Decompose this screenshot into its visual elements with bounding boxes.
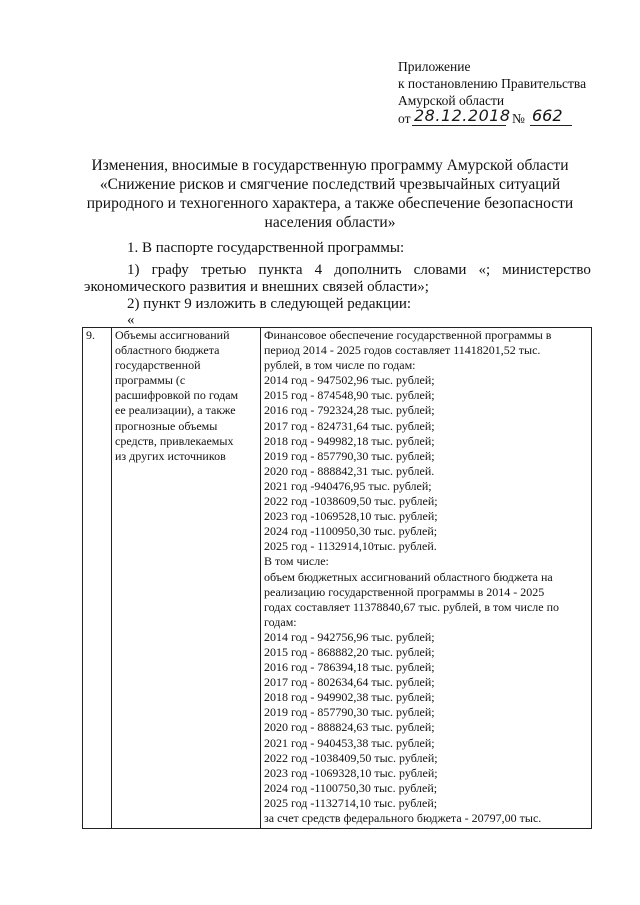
content-line: 2024 год -1100950,30 тыс. рублей;: [264, 524, 438, 539]
content-line: Финансовое обеспечение государственной программы в: [264, 328, 552, 342]
content-line: за счет средств федерального бюджета - 20797,00 тыс.: [264, 811, 542, 825]
row-number: 9.: [86, 328, 95, 342]
handwritten-number: 662: [532, 106, 563, 125]
open-quote: «: [127, 312, 135, 328]
passport-table: [82, 327, 592, 829]
content-line: 2016 год - 792324,28 тыс. рублей;: [264, 403, 435, 418]
content-line: 2025 год -1132714,10 тыс. рублей;: [264, 795, 438, 810]
item-1-1-continuation: экономического развития и внешних связей области»;: [84, 279, 429, 295]
content-line: 2020 год - 888824,63 тыс. рублей;: [264, 720, 435, 735]
content-line: 2021 год -940476,95 тыс. рублей;: [264, 478, 432, 493]
content-line: 2022 год -1038409,50 тыс. рублей;: [264, 750, 438, 765]
content-line: период 2014 - 2025 годов составляет 11418201,52 тыс.: [264, 343, 541, 358]
content-line: 2014 год - 942756,96 тыс. рублей;: [264, 629, 435, 644]
content-line: 2023 год -1069528,10 тыс. рублей;: [264, 509, 438, 524]
date-underline: [412, 125, 506, 126]
content-line: 2016 год - 786394,18 тыс. рублей;: [264, 660, 435, 675]
item-1-1-word: графу: [151, 262, 189, 278]
content-line: 2018 год - 949982,18 тыс. рублей;: [264, 433, 435, 448]
content-line: 2015 год - 868882,20 тыс. рублей;: [264, 644, 435, 659]
content-line: 2017 год - 824731,64 тыс. рублей;: [264, 418, 435, 433]
row-number-cell: [83, 328, 112, 829]
content-line: 2018 год - 949902,38 тыс. рублей;: [264, 690, 435, 705]
content-line: рублей, в том числе по годам:: [264, 358, 416, 373]
content-line: 2021 год - 940453,38 тыс. рублей;: [264, 735, 435, 750]
item-1-1-word: словами: [413, 262, 467, 278]
handwritten-date: 28.12.2018: [414, 106, 511, 125]
name-line: прогнозные объемы: [115, 418, 218, 433]
name-line: областного бюджета: [115, 343, 220, 358]
row-name-cell: [112, 328, 261, 829]
name-line: программы (с: [115, 373, 186, 388]
item-1-1-word: 1): [127, 262, 140, 278]
content-line: 2017 год - 802634,64 тыс. рублей;: [264, 675, 435, 690]
name-line: государственной: [115, 358, 201, 373]
number-underline: [530, 125, 572, 126]
name-line: средств, привлекаемых: [115, 433, 234, 448]
content-line: 2023 год -1069328,10 тыс. рублей;: [264, 765, 438, 780]
table-row: [83, 328, 592, 829]
content-line: 2024 год -1100750,30 тыс. рублей;: [264, 780, 438, 795]
name-line: Объемы ассигнований: [115, 328, 230, 342]
document-header: [398, 58, 628, 129]
item-1-1-word: министерство: [502, 262, 591, 278]
header-appendix: Приложение: [398, 59, 471, 74]
content-line: 2015 год - 874548,90 тыс. рублей;: [264, 388, 435, 403]
title-line-1: Изменения, вносимые в государственную программу Амурской области: [91, 157, 569, 174]
item-1-1-word: третью: [200, 262, 247, 278]
item-1-1-word: 4: [314, 262, 323, 278]
item-1-1-word: «;: [478, 262, 491, 278]
item-1-1-word: дополнить: [334, 262, 402, 278]
content-line: годам:: [264, 614, 297, 629]
name-line: ее реализации), а также: [115, 403, 236, 418]
content-line: В том числе:: [264, 554, 329, 569]
name-line: из других источников: [115, 448, 226, 463]
row-content-cell: [261, 328, 592, 829]
content-line: 2019 год - 857790,30 тыс. рублей;: [264, 705, 435, 720]
content-line: 2014 год - 947502,96 тыс. рублей;: [264, 373, 435, 388]
title-line-2: «Снижение рисков и смягчение последствий чрезвычайных ситуаций: [99, 176, 561, 193]
name-line: расшифровкой по годам: [115, 388, 239, 403]
content-line: 2025 год - 1132914,10тыс. рублей.: [264, 539, 437, 554]
content-line: 2020 год - 888842,31 тыс. рублей.: [264, 463, 435, 478]
content-line: реализацию государственной программы в 2014 - 2025: [264, 584, 545, 599]
item-1-1-line: [127, 261, 591, 279]
content-line: годах составляет 11378840,67 тыс. рублей, в том числе по: [264, 599, 560, 614]
header-date-number: [398, 106, 628, 129]
title-line-3: природного и техногенного характера, а также обеспечение безопасности: [86, 195, 574, 212]
item-1-2: 2) пункт 9 изложить в следующей редакции:: [127, 296, 412, 312]
document-title: [60, 156, 600, 232]
header-resolution: к постановлению Правительства: [398, 76, 587, 91]
item-1: 1. В паспорте государственной программы:: [127, 240, 405, 256]
content-line: 2022 год -1038609,50 тыс. рублей;: [264, 494, 438, 509]
content-line: объем бюджетных ассигнований областного бюджета на: [264, 569, 553, 584]
number-label: №: [512, 111, 525, 126]
title-line-4: населения области»: [264, 214, 396, 231]
item-1-1-word: пункта: [258, 262, 303, 278]
date-prefix: от: [398, 111, 411, 126]
content-line: 2019 год - 857790,30 тыс. рублей;: [264, 448, 435, 463]
header-region: Амурской области: [398, 93, 505, 108]
